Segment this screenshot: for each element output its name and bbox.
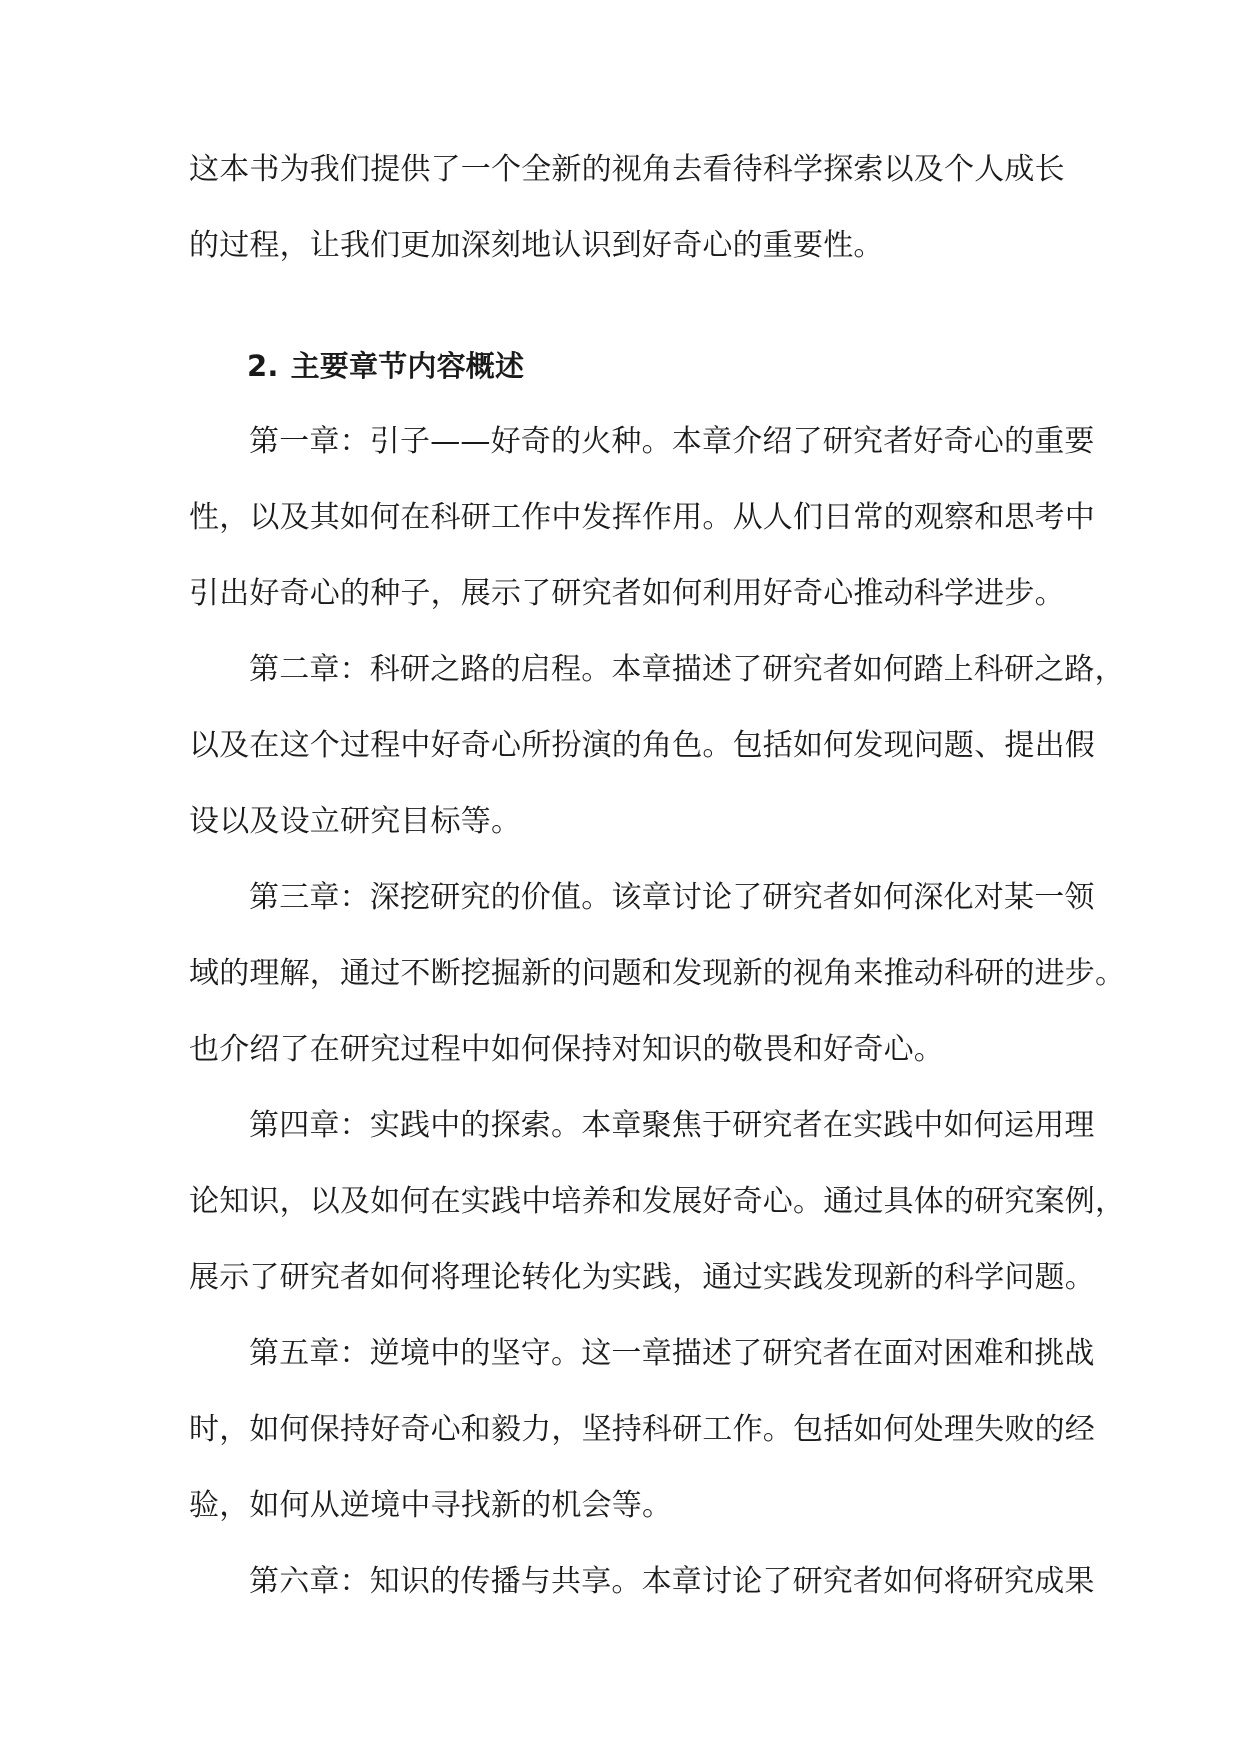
section-heading — [189, 336, 1059, 412]
section-title: 主要章节内容概述 — [290, 349, 525, 383]
chapter-paragraph-5 — [189, 1324, 1095, 1552]
paragraph-line: 验，如何从逆境中寻找新的机会等。 — [189, 1488, 673, 1523]
section-spacer — [189, 292, 1059, 336]
paragraph-line: 也介绍了在研究过程中如何保持对知识的敬畏和好奇心。 — [189, 1032, 944, 1067]
paragraph-line: 的过程，让我们更加深刻地认识到好奇心的重要性。 — [189, 228, 884, 263]
paragraph-line: 论知识，以及如何在实践中培养和发展好奇心。通过具体的研究案例， — [189, 1184, 1126, 1219]
paragraph-line: 第二章：科研之路的启程。本章描述了研究者如何踏上科研之路， — [249, 652, 1125, 687]
paragraph-line: 第一章：引子——好奇的火种。本章介绍了研究者好奇心的重要 — [249, 424, 1095, 459]
section-number: 2. — [247, 349, 279, 383]
paragraph-line: 域的理解，通过不断挖掘新的问题和发现新的视角来推动科研的进步。 — [189, 956, 1126, 991]
chapter-paragraph-3 — [189, 868, 1126, 1096]
paragraph-line: 以及在这个过程中好奇心所扮演的角色。包括如何发现问题、提出假 — [189, 728, 1095, 763]
paragraph-line: 引出好奇心的种子，展示了研究者如何利用好奇心推动科学进步。 — [189, 576, 1065, 611]
paragraph-line: 设以及设立研究目标等。 — [189, 804, 522, 839]
paragraph-line: 第五章：逆境中的坚守。这一章描述了研究者在面对困难和挑战 — [249, 1336, 1095, 1371]
document-body — [189, 140, 1126, 1628]
paragraph-line: 第六章：知识的传播与共享。本章讨论了研究者如何将研究成果 — [249, 1564, 1095, 1599]
paragraph-line: 展示了研究者如何将理论转化为实践，通过实践发现新的科学问题。 — [189, 1260, 1095, 1295]
chapter-paragraph-4 — [189, 1096, 1126, 1324]
paragraph-line: 性，以及其如何在科研工作中发挥作用。从人们日常的观察和思考中 — [189, 500, 1095, 535]
chapter-paragraph-1 — [189, 412, 1095, 640]
chapter-paragraph-6 — [189, 1552, 1095, 1628]
intro-paragraph — [189, 140, 1065, 292]
chapter-paragraph-2 — [189, 640, 1125, 868]
paragraph-line: 这本书为我们提供了一个全新的视角去看待科学探索以及个人成长 — [189, 152, 1065, 187]
paragraph-line: 第四章：实践中的探索。本章聚焦于研究者在实践中如何运用理 — [249, 1108, 1095, 1143]
paragraph-line: 第三章：深挖研究的价值。该章讨论了研究者如何深化对某一领 — [249, 880, 1095, 915]
paragraph-line: 时，如何保持好奇心和毅力，坚持科研工作。包括如何处理失败的经 — [189, 1412, 1095, 1447]
